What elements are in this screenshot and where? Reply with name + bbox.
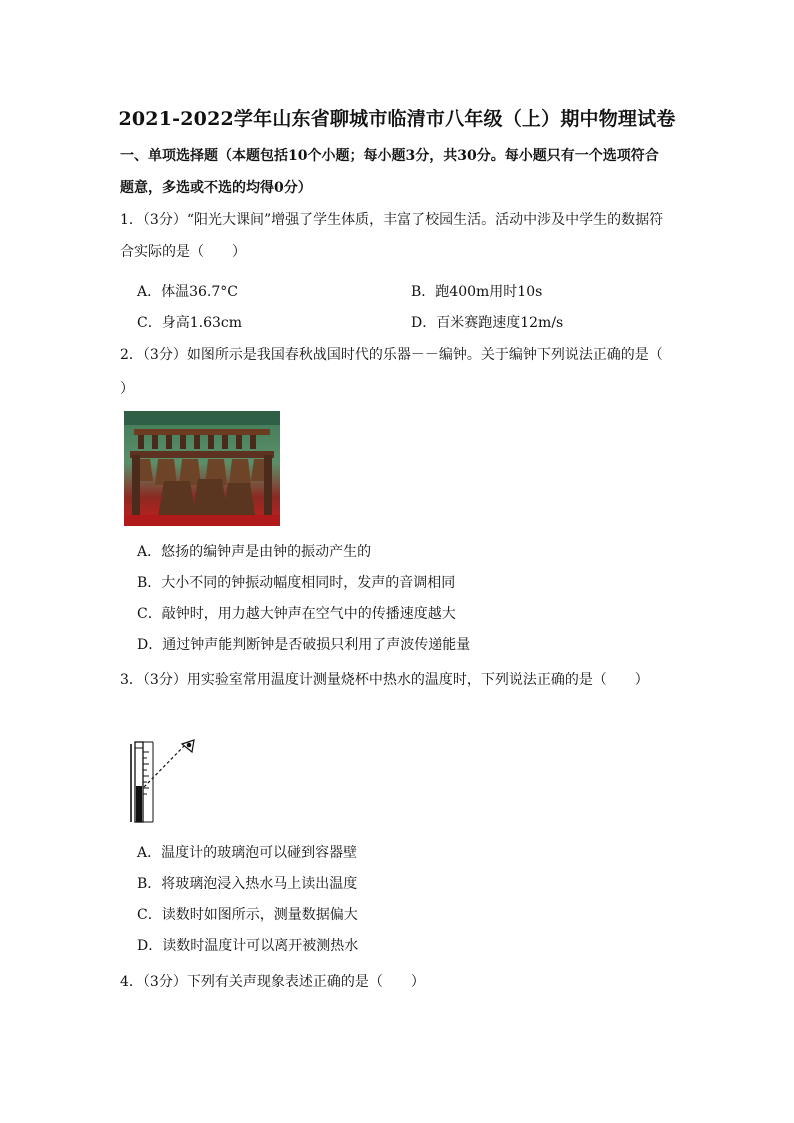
exam-title: 2021-2022学年山东省聊城市临清市八年级（上）期中物理试卷: [118, 108, 676, 130]
question-2-option-a: A．悠扬的编钟声是由钟的振动产生的: [137, 544, 372, 560]
question-1-option-b: B．跑400m用时10s: [411, 284, 543, 300]
question-2-stem-line2: ）: [120, 381, 134, 397]
section-heading-line1: 一、单项选择题（本题包括10个小题；每小题3分，共30分。每小题只有一个选项符合: [120, 148, 659, 164]
question-1-option-c: C．身高1.63cm: [137, 315, 242, 331]
question-1-stem-line2: 合实际的是（ ）: [120, 244, 246, 260]
question-3-option-a: A．温度计的玻璃泡可以碰到容器壁: [137, 845, 358, 861]
question-3-option-c: C．读数时如图所示，测量数据偏大: [137, 907, 358, 923]
question-3-option-b: B．将玻璃泡浸入热水马上读出温度: [137, 876, 358, 892]
question-3-option-d: D．读数时温度计可以离开被测热水: [137, 938, 359, 954]
section-heading-line2: 题意，多选或不选的均得0分）: [120, 180, 312, 196]
thermometer-reading-diagram: [130, 738, 200, 824]
question-1-option-d: D．百米赛跑速度12m/s: [411, 315, 564, 331]
question-2-option-c: C．敲钟时，用力越大钟声在空气中的传播速度越大: [137, 606, 456, 622]
question-2-stem-line1: 2．（3分）如图所示是我国春秋战国时代的乐器－－编钟。关于编钟下列说法正确的是（: [120, 347, 663, 363]
question-2-option-b: B．大小不同的钟振动幅度相同时，发声的音调相同: [137, 575, 456, 591]
question-2-option-d: D．通过钟声能判断钟是否破损只利用了声波传递能量: [137, 637, 471, 653]
question-1-option-a: A．体温36.7°C: [137, 284, 238, 300]
chime-bells-photo: [124, 411, 280, 526]
question-1-stem-line1: 1．（3分）“阳光大课间”增强了学生体质，丰富了校园生活。活动中涉及中学生的数据符: [120, 212, 664, 228]
question-4-stem: 4．（3分）下列有关声现象表述正确的是（ ）: [120, 974, 425, 990]
question-3-stem: 3．（3分）用实验室常用温度计测量烧杯中热水的温度时，下列说法正确的是（ ）: [120, 672, 649, 688]
